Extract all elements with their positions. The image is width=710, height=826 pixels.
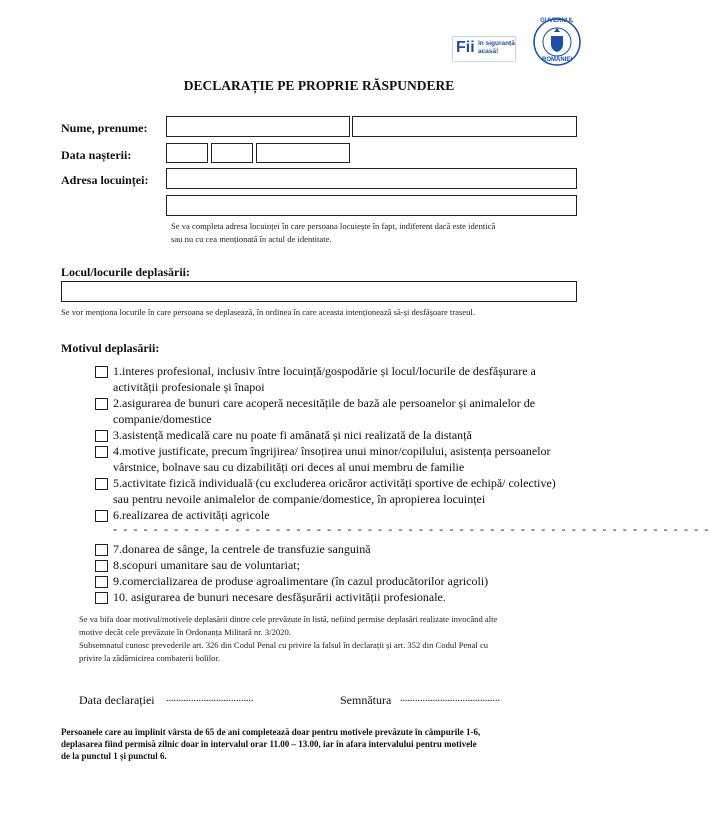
declaration-date-dots[interactable]: ................................... [166, 693, 254, 704]
signature-label: Semnătura [340, 693, 392, 707]
notes-line-3: Subsemnatul cunosc prevederile art. 326 din Codul Penal cu privire la falsul în declarații și art. 352 din Codul Penal cu [79, 640, 489, 650]
dashed-separator: - - - - - - - - - - - - - - - - - - - - - - - - - - - - - - - - - - - - - - - - - - - - - - - - - - - - - - - - - - - [113, 522, 710, 536]
notes-line-4: privire la zădărnicirea combaterii bolilor. [79, 653, 221, 663]
logo-gov-bottom: ROMÂNIEI [542, 57, 572, 63]
birth-date-label: Data nașterii: [61, 148, 132, 162]
places-label: Locul/locurile deplasării: [61, 265, 190, 279]
reason-2-text-line-2: companie/domestice [113, 412, 212, 426]
logo-gov-top: GUVERNUL [540, 18, 574, 24]
name-label: Nume, prenume: [61, 121, 148, 135]
reason-9-checkbox[interactable] [95, 576, 108, 588]
reason-7-checkbox[interactable] [95, 544, 108, 556]
signature-dots[interactable]: ........................................ [400, 693, 500, 704]
first-name-field[interactable] [352, 116, 577, 137]
reason-8-text: 8.scopuri umanitare sau de voluntariat; [113, 558, 300, 572]
reason-5-text-line-1: 5.activitate fizică individuală (cu excluderea oricăror activități sportive de echipă/ colective) [113, 476, 556, 490]
reason-2-text-line-1: 2.asigurarea de bunuri care acoperă necesitățile de bază ale persoanelor și animalelor de [113, 396, 536, 410]
declaration-date-label: Data declarației [79, 693, 155, 707]
reason-1-checkbox[interactable] [95, 366, 108, 378]
reason-6-text: 6.realizarea de activități agricole [113, 508, 270, 522]
fii-in-siguranta-logo [452, 36, 516, 62]
address-field-line-2[interactable] [166, 195, 577, 216]
notes-line-2: motive decât cele prevăzute în Ordonanța Militară nr. 3/2020. [79, 627, 291, 637]
notes-line-1: Se va bifa doar motivul/motivele deplasării dintre cele prevăzute în listă, nefiind permise deplasări realizate invocând alte [79, 614, 498, 624]
page-title: DECLARAȚIE PE PROPRIE RĂSPUNDERE [183, 78, 455, 93]
logo-fii-text: Fii [456, 39, 475, 56]
places-field[interactable] [61, 281, 577, 302]
reason-9-text: 9.comercializarea de produse agroalimentare (în cazul producătorilor agricoli) [113, 574, 489, 588]
reason-10-text: 10. asigurarea de bunuri necesare desfășurării activității profesionale. [113, 590, 446, 604]
address-note-line-1: Se va completa adresa locuinței în care persoana locuiește în fapt, indiferent dacă este identică [171, 221, 496, 231]
reason-2-checkbox[interactable] [95, 398, 108, 410]
reason-3-checkbox[interactable] [95, 430, 108, 442]
reason-3-text: 3.asistență medicală care nu poate fi amânată și nici realizată de la distanță [113, 428, 472, 442]
birth-day-field[interactable] [166, 143, 208, 163]
address-note-line-2: sau nu cu cea menționată în actul de identitate. [171, 234, 332, 244]
footer-line-3: de la punctul 1 și punctul 6. [61, 751, 167, 761]
reason-8-checkbox[interactable] [95, 560, 108, 572]
reason-5-checkbox[interactable] [95, 478, 108, 490]
footer-line-1: Persoanele care au împlinit vârsta de 65 de ani completează doar pentru motivele prevăzute în câmpurile 1-6, [61, 727, 481, 737]
places-note: Se vor menționa locurile în care persoana se deplasează, în ordinea în care aceasta intenționează să-și desfășoare traseul. [61, 307, 475, 317]
logo-fii-subtext: în siguranță acasă! [478, 40, 515, 55]
reason-4-checkbox[interactable] [95, 446, 108, 458]
last-name-field[interactable] [166, 116, 350, 137]
reasons-label: Motivul deplasării: [61, 341, 160, 355]
reason-10-checkbox[interactable] [95, 592, 108, 604]
reason-7-text: 7.donarea de sânge, la centrele de transfuzie sanguină [113, 542, 371, 556]
address-label: Adresa locuinței: [61, 173, 149, 187]
birth-month-field[interactable] [211, 143, 253, 163]
address-field-line-1[interactable] [166, 168, 577, 189]
footer-line-2: deplasarea fiind permisă zilnic doar în intervalul orar 11.00 – 13.00, iar în afara intervalului pentru motivele [61, 739, 477, 749]
reason-4-text-line-2: vârstnice, bolnave sau cu dizabilități ori deces al unui membru de familie [113, 460, 465, 474]
government-logo [532, 14, 582, 70]
reason-1-text-line-1: 1.interes profesional, inclusiv între locuință/gospodărie și locul/locurile de desfășurare a [113, 364, 536, 378]
reason-1-text-line-2: activității profesionale și înapoi [113, 380, 265, 394]
reason-6-checkbox[interactable] [95, 510, 108, 522]
birth-year-field[interactable] [256, 143, 350, 163]
reason-4-text-line-1: 4.motive justificate, precum îngrijirea/ însoțirea unui minor/copilului, asistența persoanelor [113, 444, 551, 458]
reason-5-text-line-2: sau pentru nevoile animalelor de companie/domestice, în apropierea locuinței [113, 492, 486, 506]
